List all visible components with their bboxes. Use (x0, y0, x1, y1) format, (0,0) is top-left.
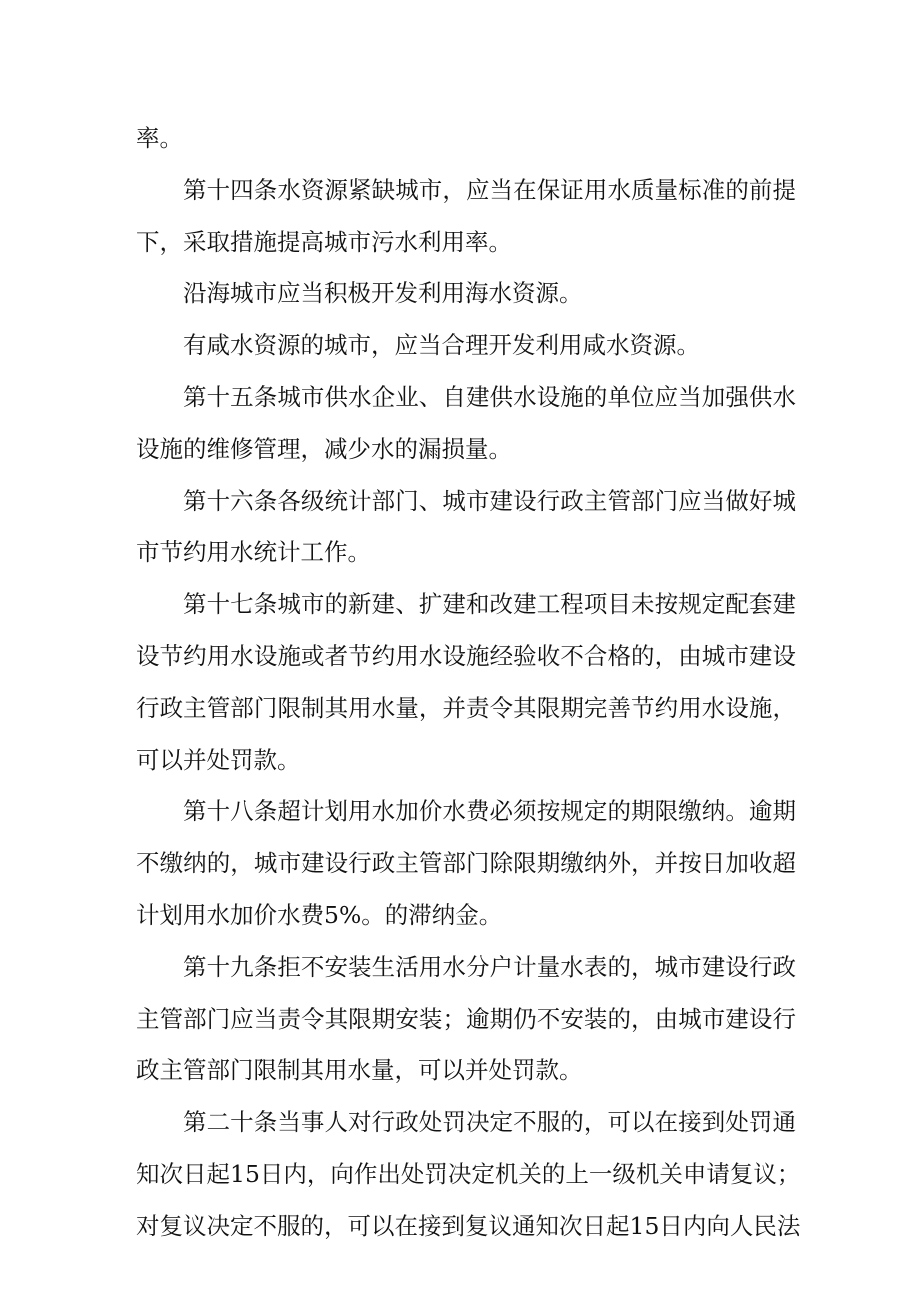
text-line: 行政主管部门限制其用水量，并责令其限期完善节约用水设施， (136, 693, 796, 722)
text-line: 下，采取措施提高城市污水利用率。 (136, 227, 512, 256)
text-line: 对复议决定不服的，可以在接到复议通知次日起15日内向人民法 (136, 1211, 801, 1240)
text-line: 第十四条水资源紧缺城市，应当在保证用水质量标准的前提 (183, 175, 796, 204)
text-line: 可以并处罚款。 (136, 745, 301, 774)
text-line: 第十六条各级统计部门、城市建设行政主管部门应当做好城 (183, 486, 796, 515)
text-line: 不缴纳的，城市建设行政主管部门除限期缴纳外，并按日加收超 (136, 849, 796, 878)
text-line: 第十五条城市供水企业、自建供水设施的单位应当加强供水 (183, 382, 796, 411)
text-line: 第十七条城市的新建、扩建和改建工程项目未按规定配套建 (183, 590, 796, 619)
text-line: 第二十条当事人对行政处罚决定不服的，可以在接到处罚通 (183, 1108, 796, 1137)
text-line: 知次日起15日内，向作出处罚决定机关的上一级机关申请复议； (136, 1159, 801, 1188)
text-line: 计划用水加价水费5%。的滞纳金。 (136, 900, 503, 929)
text-line: 率。 (136, 124, 183, 152)
text-line: 第十九条拒不安装生活用水分户计量水表的，城市建设行政 (183, 952, 796, 981)
text-line: 沿海城市应当积极开发利用海水资源。 (183, 279, 583, 308)
text-line: 市节约用水统计工作。 (136, 538, 371, 567)
text-line: 政主管部门限制其用水量，可以并处罚款。 (136, 1056, 583, 1085)
text-line: 主管部门应当责令其限期安装；逾期仍不安装的，由城市建设行 (136, 1004, 796, 1033)
text-line: 有咸水资源的城市，应当合理开发利用咸水资源。 (183, 331, 700, 360)
text-line: 第十八条超计划用水加价水费必须按规定的期限缴纳。逾期 (183, 797, 796, 826)
text-line: 设施的维修管理，减少水的漏损量。 (136, 434, 512, 463)
document-body (136, 113, 801, 1253)
text-line: 设节约用水设施或者节约用水设施经验收不合格的，由城市建设 (136, 641, 796, 670)
